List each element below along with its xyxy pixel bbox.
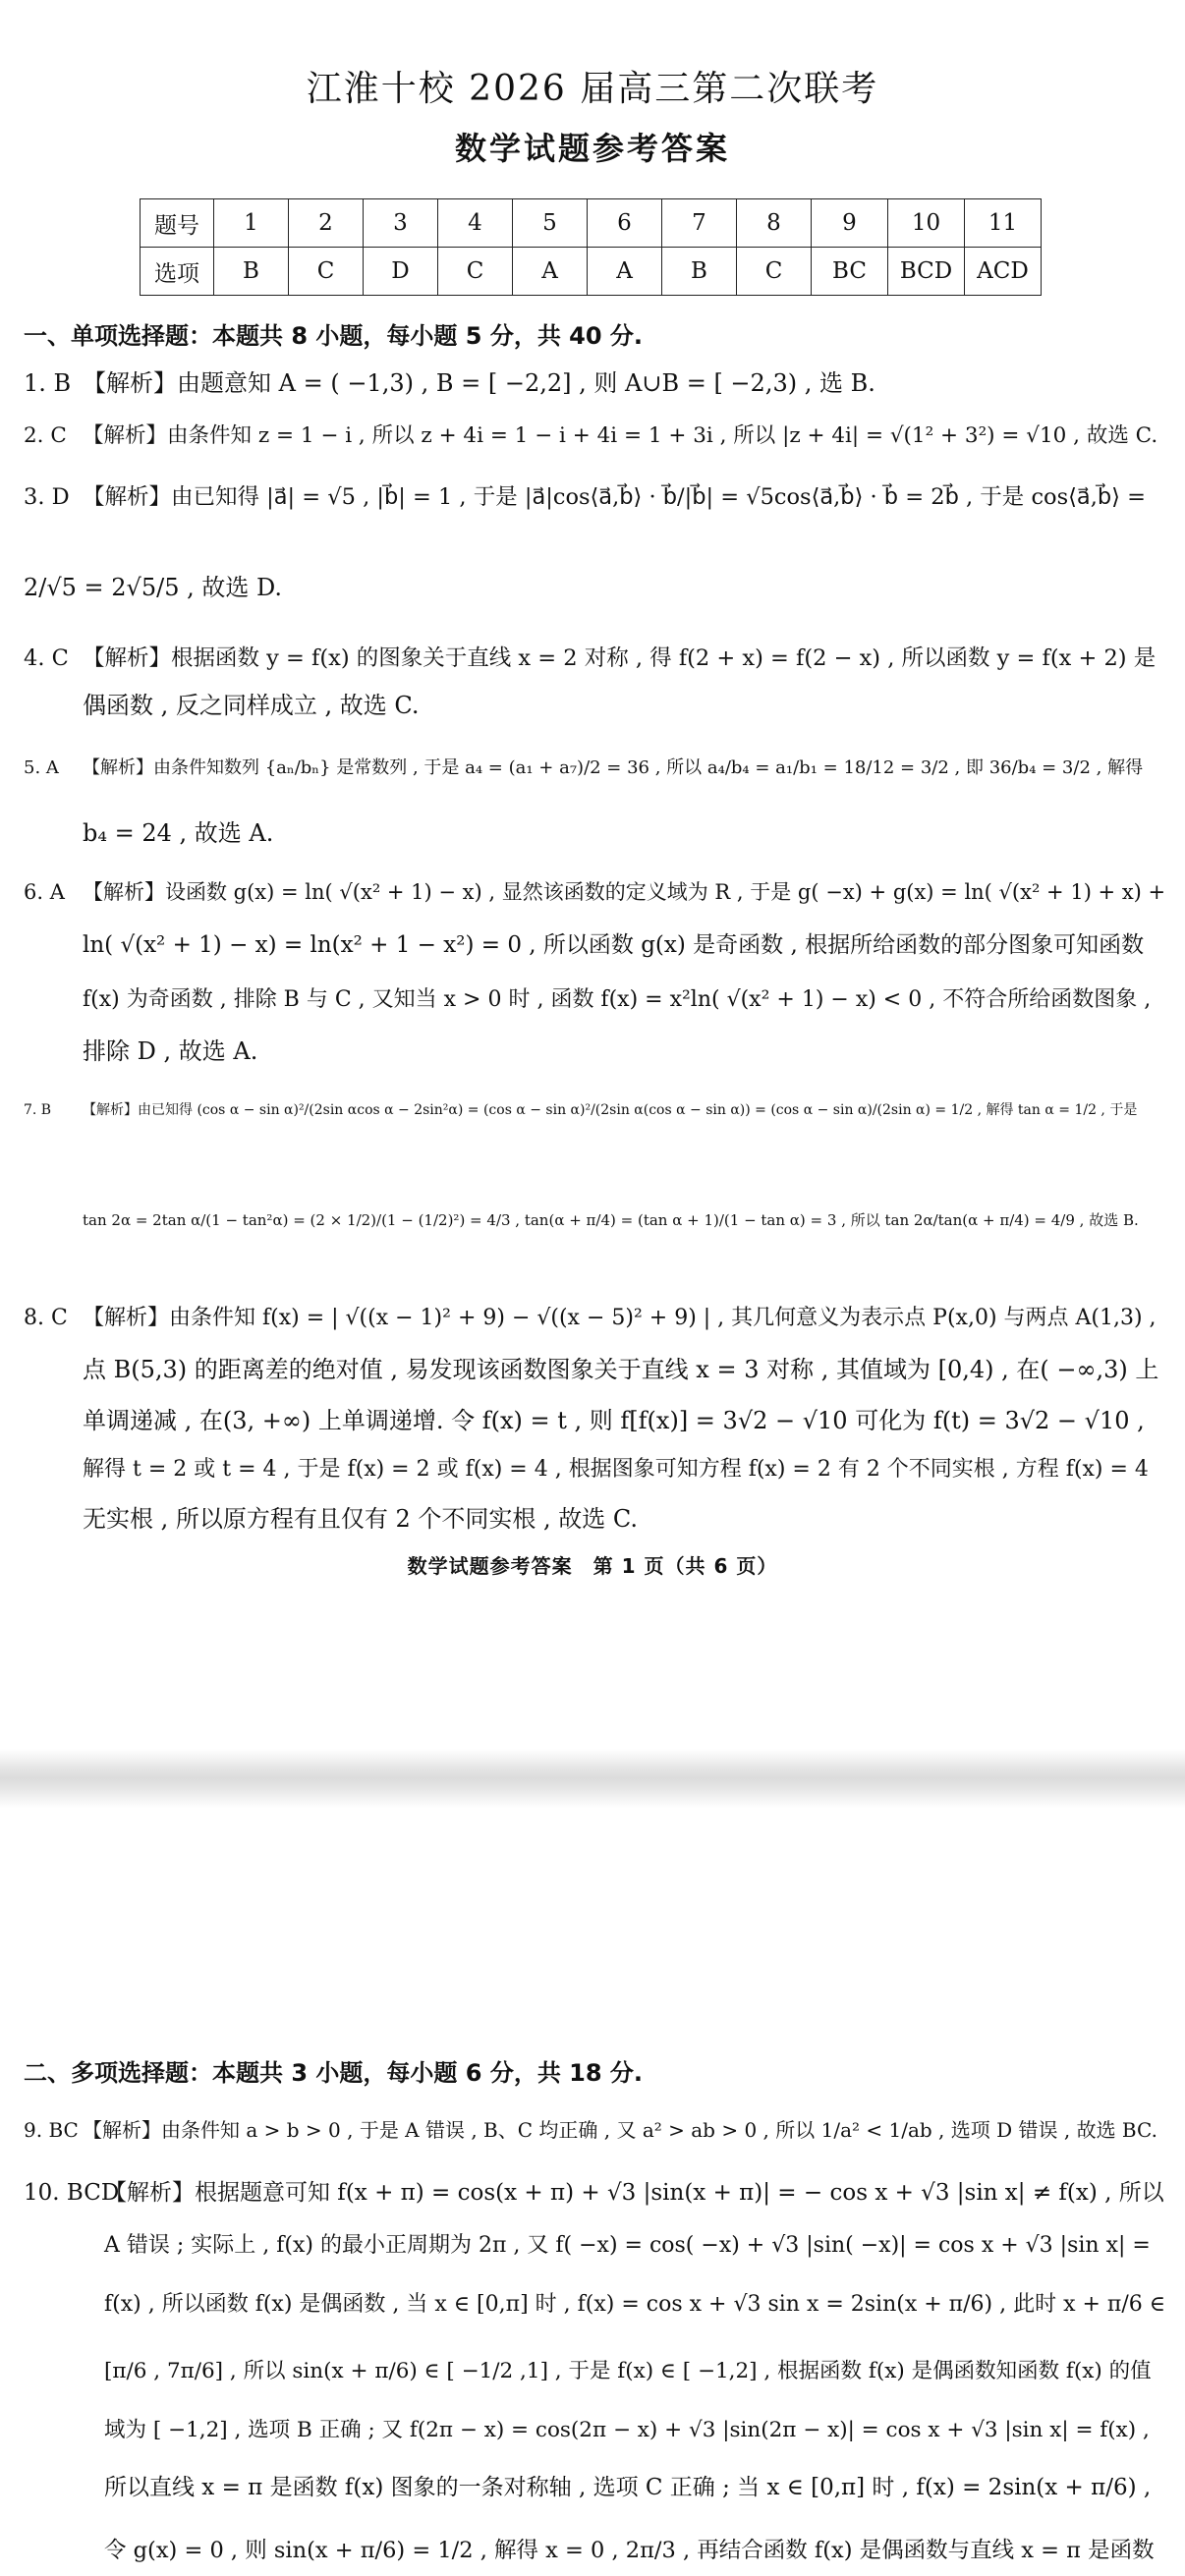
solution-1 (24, 367, 1165, 399)
solution-6-line-3: f(x) 为奇函数 , 排除 B 与 C , 又知当 x > 0 时 , 函数 f(x) = x²ln( √(x² + 1) − x) < 0 , 不符合所给函数图象 , (83, 987, 1152, 1012)
answer-table (140, 198, 1042, 296)
solution-7-line-2: tan 2α = 2tan α/(1 − tan²α) = (2 × 1/2)/(1 − (1/2)²) = 4/3 , tan(α + π/4) = (tan α + 1)/(1 − tan α) = 3 , 所以 tan 2α/tan(α + π/4) = 4/9 , 故选 B. (83, 1211, 1139, 1229)
solution-5-line-2: b₄ = 24 , 故选 A. (83, 819, 274, 847)
solution-10-line-6: 所以直线 x = π 是函数 f(x) 图象的一条对称轴 , 选项 C 正确 ; 当 x ∈ [0,π] 时 , f(x) = 2sin(x + π/6) , (104, 2475, 1152, 2500)
answer-table-cell: C (438, 248, 513, 296)
solution-text: 【解析】由已知得 |a⃗| = √5 , |b⃗| = 1 , 于是 |a⃗|cos⟨a⃗,b⃗⟩ · b⃗/|b⃗| = √5cos⟨a⃗,b⃗⟩ · b⃗ = 2b⃗ , 于是 cos⟨a⃗,b⃗⟩ = (83, 484, 1146, 510)
section-heading: 一、单项选择题：本题共 8 小题，每小题 5 分，共 40 分. (24, 322, 644, 350)
answer-page-2 (0, 1808, 1185, 2576)
question-number: 3. D (24, 484, 70, 510)
question-number: 5. A (24, 757, 59, 778)
answer-table-cell: 9 (812, 199, 888, 248)
exam-title: 江淮十校 2026 届高三第二次联考 (306, 69, 879, 109)
answer-table-header-cell: 选项 (141, 248, 214, 296)
answer-table-cell: 7 (662, 199, 737, 248)
solution-10-line-3: f(x) , 所以函数 f(x) 是偶函数 , 当 x ∈ [0,π] 时 , f(x) = cos x + √3 sin x = 2sin(x + π/6) , 此时 x + π/6 ∈ (104, 2292, 1166, 2317)
solution-10-line-5: 域为 [ −1,2] , 选项 B 正确 ; 又 f(2π − x) = cos(2π − x) + √3 |sin(2π − x)| = cos x + √3 |sin x| = f(x) , (104, 2418, 1150, 2442)
solution-8-line-2: 点 B(5,3) 的距离差的绝对值 , 易发现该函数图象关于直线 x = 3 对称 , 其值域为 [0,4) , 在( −∞,3) 上 (83, 1356, 1159, 1383)
solution-10 (24, 2177, 1165, 2209)
solution-3 (24, 481, 1165, 513)
solution-10-line-4: [π/6 , 7π/6] , 所以 sin(x + π/6) ∈ [ −1/2 ,1] , 于是 f(x) ∈ [ −1,2] , 根据函数 f(x) 是偶函数知函数 f(x) 的值 (104, 2359, 1152, 2383)
answer-table-cell: A (588, 248, 662, 296)
solution-text: 【解析】由条件知数列 {aₙ/bₙ} 是常数列 , 于是 a₄ = (a₁ + a₇)/2 = 36 , 所以 a₄/b₄ = a₁/b₁ = 18/12 = 3/2 , 即 36/b₄ = 3/2 , 解得 (83, 757, 1144, 778)
solution-10-line-2: A 错误 ; 实际上 , f(x) 的最小正周期为 2π , 又 f( −x) = cos( −x) + √3 |sin( −x)| = cos x + √3 |sin x| = (104, 2233, 1151, 2258)
answer-table-cell: 8 (737, 199, 812, 248)
question-number: 4. C (24, 645, 69, 671)
question-number: 7. B (24, 1102, 52, 1118)
answer-table-cell: A (513, 248, 588, 296)
answer-table-cell: C (737, 248, 812, 296)
solution-6-line-4: 排除 D , 故选 A. (83, 1037, 258, 1065)
solution-text: 【解析】由条件知 z = 1 − i , 所以 z + 4i = 1 − i + 4i = 1 + 3i , 所以 |z + 4i| = √(1² + 3²) = √10 , 故选 C. (83, 423, 1158, 448)
answer-table-cell: 4 (438, 199, 513, 248)
solution-6-line-2: ln( √(x² + 1) − x) = ln(x² + 1 − x²) = 0 , 所以函数 g(x) 是奇函数 , 根据所给函数的部分图象可知函数 (83, 932, 1145, 958)
question-number: 8. C (24, 1306, 68, 1330)
solution-8-line-5: 无实根 , 所以原方程有且仅有 2 个不同实根 , 故选 C. (83, 1505, 639, 1533)
answer-table-cell: 10 (888, 199, 965, 248)
solution-text: 【解析】由已知得 (cos α − sin α)²/(2sin αcos α − 2sin²α) = (cos α − sin α)²/(2sin α(cos α − sin α)) = (cos α − sin α)/(2sin α) = 1/2 , 解得 tan α = 1/2 , 于是 (83, 1102, 1138, 1118)
solution-4 (24, 643, 1165, 674)
page-separator (0, 1749, 1185, 1808)
question-number: 1. B (24, 369, 72, 397)
answer-table-cell: C (289, 248, 364, 296)
solution-text: 【解析】根据题意可知 f(x + π) = cos(x + π) + √3 |sin(x + π)| = − cos x + √3 |sin x| ≠ f(x) , 所以 (104, 2180, 1164, 2206)
solution-5 (24, 753, 1165, 784)
answer-table-cell: 6 (588, 199, 662, 248)
page-footer: 数学试题参考答案 第 1 页（共 6 页） (407, 1554, 778, 1578)
answer-table-number-row (141, 199, 1042, 248)
solution-text: 【解析】设函数 g(x) = ln( √(x² + 1) − x) , 显然该函数的定义域为 R , 于是 g( −x) + g(x) = ln( √(x² + 1) + x) + (83, 880, 1166, 904)
question-number: 2. C (24, 423, 67, 448)
answer-key-subtitle: 数学试题参考答案 (454, 130, 730, 167)
answer-table-header-cell: 题号 (141, 199, 214, 248)
solution-text: 【解析】由题意知 A = ( −1,3) , B = [ −2,2] , 则 A∪B = [ −2,3) , 选 B. (83, 369, 875, 397)
answer-table-cell: 3 (364, 199, 438, 248)
solution-8 (24, 1303, 1165, 1334)
solution-8-line-4: 解得 t = 2 或 t = 4 , 于是 f(x) = 2 或 f(x) = 4 , 根据图象可知方程 f(x) = 2 有 2 个不同实根 , 方程 f(x) = 4 (83, 1457, 1149, 1482)
question-number: 6. A (24, 880, 65, 904)
answer-table-cell: B (662, 248, 737, 296)
solution-4-line-2: 偶函数 , 反之同样成立 , 故选 C. (83, 692, 420, 719)
solution-text: 【解析】由条件知 f(x) = | √((x − 1)² + 9) − √((x − 5)² + 9) | , 其几何意义为表示点 P(x,0) 与两点 A(1,3) , (83, 1306, 1157, 1330)
answer-table-cell: D (364, 248, 438, 296)
answer-table-cell: B (214, 248, 289, 296)
answer-table-cell: ACD (965, 248, 1042, 296)
solution-7 (24, 1094, 1165, 1126)
answer-table-cell: 11 (965, 199, 1042, 248)
answer-table-cell: 5 (513, 199, 588, 248)
solution-6 (24, 876, 1165, 908)
solution-3-line-2: 2/√5 = 2√5/5 , 故选 D. (24, 574, 283, 601)
question-number: 9. BC (24, 2118, 79, 2142)
solution-text: 【解析】由条件知 a > b > 0 , 于是 A 错误 , B、C 均正确 , 又 a² > ab > 0 , 所以 1/a² < 1/ab , 选项 D 错误 , 故选 BC. (83, 2118, 1157, 2142)
solution-10-line-7: 令 g(x) = 0 , 则 sin(x + π/6) = 1/2 , 解得 x = 0 , 2π/3 , 再结合函数 f(x) 是偶函数与直线 x = π 是函数 (104, 2538, 1155, 2563)
solution-9 (24, 2114, 1165, 2146)
question-number: 10. BCD (24, 2180, 120, 2206)
answer-table-cell: 1 (214, 199, 289, 248)
answer-table-cell: BCD (888, 248, 965, 296)
answer-table-cell: 2 (289, 199, 364, 248)
solution-2 (24, 420, 1165, 452)
answer-table-cell: BC (812, 248, 888, 296)
solution-8-line-3: 单调递减 , 在(3, +∞) 上单调递增. 令 f(x) = t , 则 f[f(x)] = 3√2 − √10 可化为 f(t) = 3√2 − √10 , (83, 1407, 1145, 1434)
answer-table-option-row (141, 248, 1042, 296)
section-heading: 二、多项选择题：本题共 3 小题，每小题 6 分，共 18 分. (24, 2059, 644, 2087)
solution-text: 【解析】根据函数 y = f(x) 的图象关于直线 x = 2 对称 , 得 f(2 + x) = f(2 − x) , 所以函数 y = f(x + 2) 是 (83, 645, 1157, 671)
